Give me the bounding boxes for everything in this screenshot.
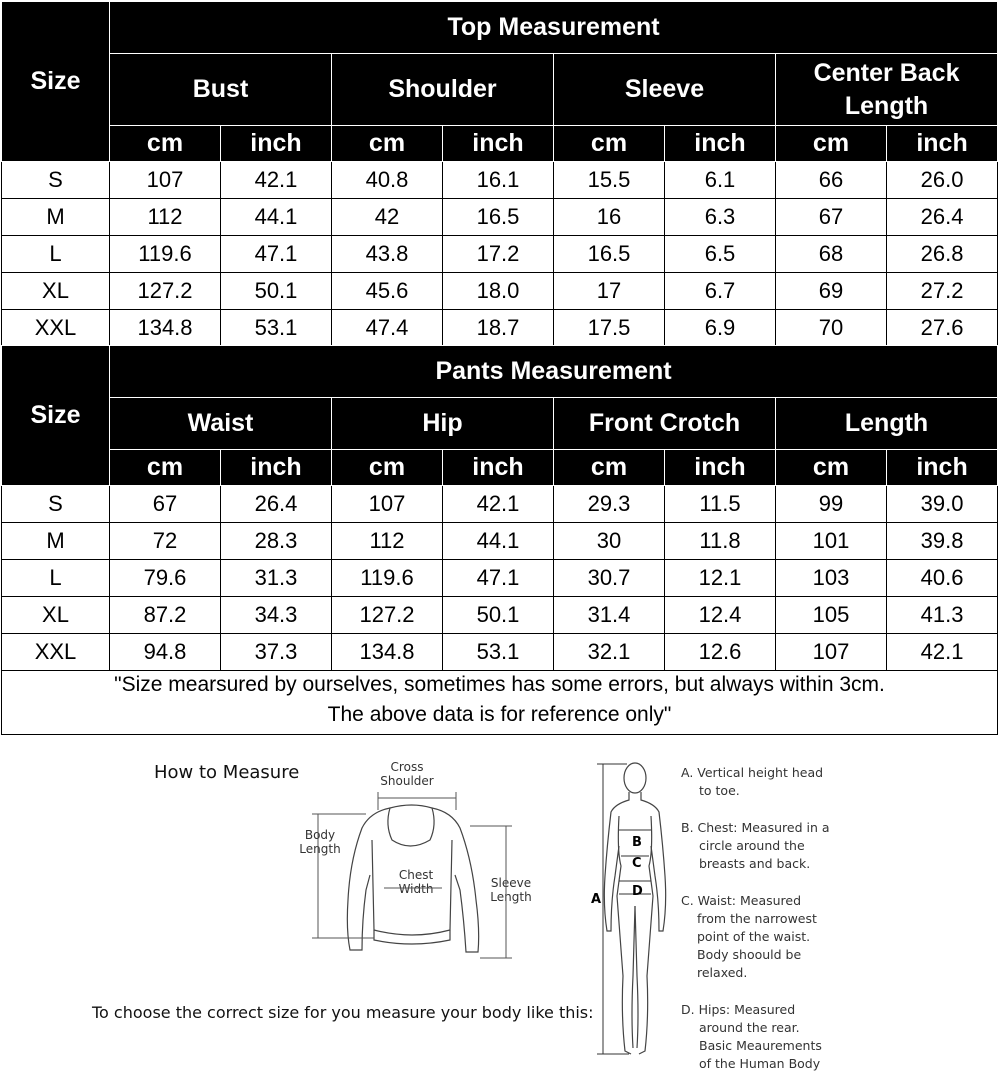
measurement-cell: 53.1 xyxy=(221,310,332,347)
unit-header: cm xyxy=(554,450,665,486)
measurement-cell: 44.1 xyxy=(221,199,332,236)
unit-header: cm xyxy=(332,126,443,162)
measurement-cell: 101 xyxy=(776,523,887,560)
marker-d: D xyxy=(632,884,643,899)
measurement-cell: 99 xyxy=(776,486,887,523)
size-cell: S xyxy=(2,162,110,199)
measurement-cell: 12.6 xyxy=(665,634,776,671)
measurement-cell: 16.5 xyxy=(554,236,665,273)
legend-line: around the rear. xyxy=(699,1020,800,1035)
unit-header: cm xyxy=(110,126,221,162)
measurement-cell: 30.7 xyxy=(554,560,665,597)
instruction-line: To choose the correct size for you measure your body like this: xyxy=(92,1003,594,1022)
legend-c xyxy=(681,892,817,982)
measurement-cell: 119.6 xyxy=(110,236,221,273)
measurement-cell: 16.1 xyxy=(443,162,554,199)
size-cell: XL xyxy=(2,597,110,634)
note-line: "Size mearsured by ourselves, sometimes has some errors, but always within 3cm. xyxy=(114,673,885,696)
measurement-cell: 18.7 xyxy=(443,310,554,347)
measurement-cell: 40.8 xyxy=(332,162,443,199)
unit-header: cm xyxy=(110,450,221,486)
table-row xyxy=(2,273,998,310)
table-row xyxy=(2,486,998,523)
how-to-measure-heading: How to Measure xyxy=(154,762,300,783)
marker-b: B xyxy=(632,835,642,850)
size-cell: XXL xyxy=(2,634,110,671)
measurement-cell: 11.8 xyxy=(665,523,776,560)
size-cell: XL xyxy=(2,273,110,310)
measurement-cell: 17.5 xyxy=(554,310,665,347)
size-cell: S xyxy=(2,486,110,523)
column-group-header: Bust xyxy=(110,54,332,126)
table-row xyxy=(2,199,998,236)
measurement-cell: 28.3 xyxy=(221,523,332,560)
measurement-cell: 6.5 xyxy=(665,236,776,273)
measurement-cell: 79.6 xyxy=(110,560,221,597)
unit-header: inch xyxy=(665,450,776,486)
measurement-cell: 26.4 xyxy=(221,486,332,523)
measurement-cell: 70 xyxy=(776,310,887,347)
unit-header: inch xyxy=(221,126,332,162)
marker-a: A xyxy=(591,892,602,907)
measurement-cell: 34.3 xyxy=(221,597,332,634)
measurement-cell: 47.1 xyxy=(443,560,554,597)
size-cell: XXL xyxy=(2,310,110,347)
measurement-cell: 39.0 xyxy=(887,486,998,523)
measurement-cell: 45.6 xyxy=(332,273,443,310)
size-cell: M xyxy=(2,199,110,236)
measurement-cell: 94.8 xyxy=(110,634,221,671)
column-group-header: Waist xyxy=(110,398,332,450)
top-measurement-table xyxy=(1,1,998,347)
measurement-cell: 107 xyxy=(776,634,887,671)
column-group-header: Center Back Length xyxy=(776,54,998,126)
legend-line: relaxed. xyxy=(697,965,748,980)
measurement-cell: 47.1 xyxy=(221,236,332,273)
column-group-header: Front Crotch xyxy=(554,398,776,450)
table-row xyxy=(2,236,998,273)
legend-line: D. Hips: Measured xyxy=(681,1002,796,1017)
unit-header: inch xyxy=(443,450,554,486)
column-group-header: Length xyxy=(776,398,998,450)
measurement-cell: 127.2 xyxy=(332,597,443,634)
size-cell: M xyxy=(2,523,110,560)
measurement-cell: 18.0 xyxy=(443,273,554,310)
measurement-cell: 30 xyxy=(554,523,665,560)
legend-line: Body shoould be xyxy=(697,947,802,962)
size-column-header: Size xyxy=(2,2,110,162)
pants-measurement-table xyxy=(1,345,998,671)
table-row xyxy=(2,162,998,199)
legend-line: breasts and back. xyxy=(699,856,811,871)
measurement-cell: 27.6 xyxy=(887,310,998,347)
measurement-cell: 42.1 xyxy=(887,634,998,671)
measurement-cell: 42 xyxy=(332,199,443,236)
measurement-cell: 53.1 xyxy=(443,634,554,671)
label-line: Body xyxy=(304,828,336,842)
measurement-cell: 6.1 xyxy=(665,162,776,199)
measurement-cell: 127.2 xyxy=(110,273,221,310)
measurement-cell: 15.5 xyxy=(554,162,665,199)
measurement-cell: 6.9 xyxy=(665,310,776,347)
table-title: Top Measurement xyxy=(110,2,998,54)
unit-header: cm xyxy=(332,450,443,486)
measurement-cell: 69 xyxy=(776,273,887,310)
table-row xyxy=(2,523,998,560)
body-figure-diagram xyxy=(585,756,675,1061)
measurement-cell: 40.6 xyxy=(887,560,998,597)
legend-a xyxy=(681,764,823,800)
measurement-cell: 29.3 xyxy=(554,486,665,523)
measurement-cell: 50.1 xyxy=(221,273,332,310)
marker-c: C xyxy=(632,856,642,871)
measurement-cell: 50.1 xyxy=(443,597,554,634)
unit-header: inch xyxy=(665,126,776,162)
measurement-cell: 16.5 xyxy=(443,199,554,236)
unit-header: inch xyxy=(221,450,332,486)
measurement-cell: 87.2 xyxy=(110,597,221,634)
measurement-cell: 6.3 xyxy=(665,199,776,236)
measurement-cell: 42.1 xyxy=(443,486,554,523)
measurement-cell: 43.8 xyxy=(332,236,443,273)
measurement-cell: 26.8 xyxy=(887,236,998,273)
unit-header: cm xyxy=(776,450,887,486)
measurement-cell: 32.1 xyxy=(554,634,665,671)
label-line: Shoulder xyxy=(380,774,434,788)
unit-header: inch xyxy=(887,450,998,486)
measurement-cell: 107 xyxy=(332,486,443,523)
legend-line: C. Waist: Measured xyxy=(681,893,802,908)
measurement-cell: 11.5 xyxy=(665,486,776,523)
unit-header: cm xyxy=(776,126,887,162)
label-line: Sleeve xyxy=(490,876,532,890)
unit-header: inch xyxy=(443,126,554,162)
measurement-cell: 37.3 xyxy=(221,634,332,671)
measurement-cell: 112 xyxy=(332,523,443,560)
disclaimer-note xyxy=(1,670,998,735)
measurement-cell: 31.4 xyxy=(554,597,665,634)
legend-line: A. Vertical height head xyxy=(681,765,824,780)
label-line: Width xyxy=(398,882,434,896)
legend-line: Basic Meaurements xyxy=(699,1038,822,1053)
unit-header: inch xyxy=(887,126,998,162)
legend-d xyxy=(681,1001,822,1073)
table-row xyxy=(2,634,998,671)
measurement-cell: 67 xyxy=(110,486,221,523)
column-group-header: Sleeve xyxy=(554,54,776,126)
size-column-header: Size xyxy=(2,346,110,486)
measurement-cell: 12.4 xyxy=(665,597,776,634)
legend-line: circle around the xyxy=(699,838,805,853)
unit-header: cm xyxy=(554,126,665,162)
table-row xyxy=(2,560,998,597)
size-cell: L xyxy=(2,560,110,597)
label-line: Length xyxy=(490,890,532,904)
legend-line: point of the waist. xyxy=(697,929,811,944)
column-group-header: Shoulder xyxy=(332,54,554,126)
measurement-cell: 26.0 xyxy=(887,162,998,199)
measurement-cell: 44.1 xyxy=(443,523,554,560)
measurement-cell: 6.7 xyxy=(665,273,776,310)
measurement-cell: 119.6 xyxy=(332,560,443,597)
label-line: Cross xyxy=(390,760,424,774)
note-line: The above data is for reference only" xyxy=(327,703,672,726)
table-row xyxy=(2,597,998,634)
measurement-cell: 26.4 xyxy=(887,199,998,236)
measurement-cell: 134.8 xyxy=(110,310,221,347)
measurement-cell: 68 xyxy=(776,236,887,273)
sweater-measure-diagram xyxy=(300,780,540,970)
measurement-cell: 39.8 xyxy=(887,523,998,560)
legend-line: to toe. xyxy=(699,783,740,798)
legend-b xyxy=(681,819,830,873)
measurement-cell: 134.8 xyxy=(332,634,443,671)
measurement-cell: 72 xyxy=(110,523,221,560)
label-line: Length xyxy=(299,842,341,856)
size-cell: L xyxy=(2,236,110,273)
measurement-cell: 16 xyxy=(554,199,665,236)
table-title: Pants Measurement xyxy=(110,346,998,398)
measurement-cell: 27.2 xyxy=(887,273,998,310)
legend-line: B. Chest: Measured in a xyxy=(681,820,830,835)
measurement-cell: 107 xyxy=(110,162,221,199)
measurement-cell: 105 xyxy=(776,597,887,634)
measurement-cell: 42.1 xyxy=(221,162,332,199)
label-line: Chest xyxy=(398,868,434,882)
measurement-cell: 17 xyxy=(554,273,665,310)
measurement-cell: 67 xyxy=(776,199,887,236)
measurement-cell: 12.1 xyxy=(665,560,776,597)
legend-line: of the Human Body xyxy=(699,1056,821,1071)
measurement-cell: 17.2 xyxy=(443,236,554,273)
measurement-cell: 41.3 xyxy=(887,597,998,634)
column-group-header: Hip xyxy=(332,398,554,450)
table-row xyxy=(2,310,998,347)
legend-line: from the narrowest xyxy=(697,911,817,926)
measurement-cell: 31.3 xyxy=(221,560,332,597)
measurement-cell: 103 xyxy=(776,560,887,597)
measurement-cell: 66 xyxy=(776,162,887,199)
measurement-cell: 47.4 xyxy=(332,310,443,347)
measurement-cell: 112 xyxy=(110,199,221,236)
